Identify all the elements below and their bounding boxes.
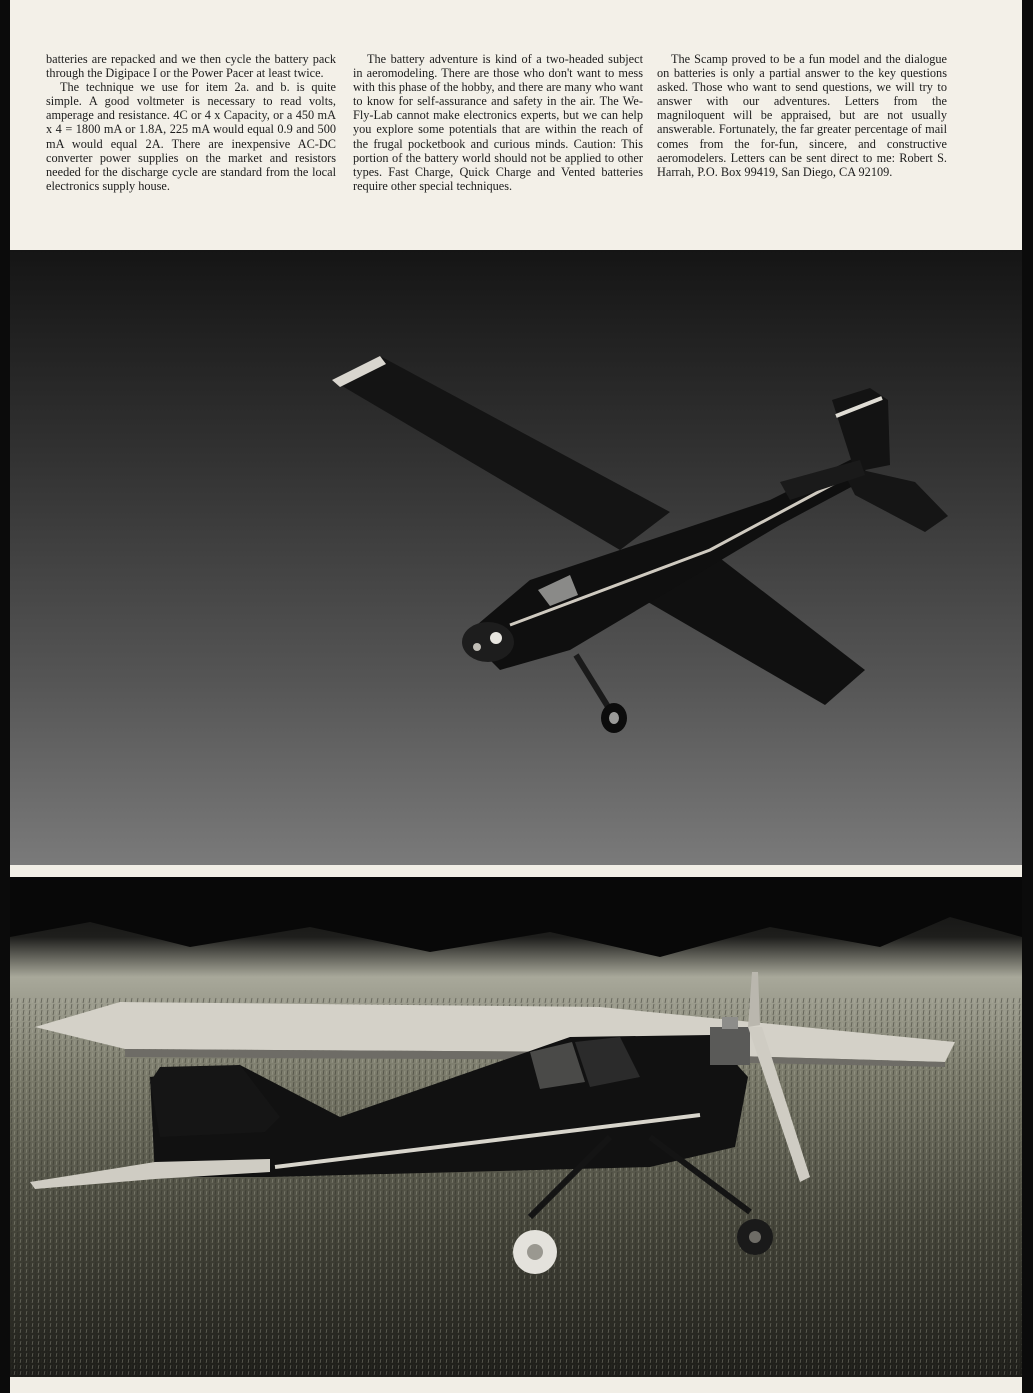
paragraph: batteries are repacked and we then cycle the battery pack through the Digipace I or the Power Pacer at least twice. bbox=[46, 52, 336, 81]
paragraph: The Scamp proved to be a fun model and the dialogue on batteries is only a partial answer to the key questions asked. Those who want to send questions, we will try to answer with our adventures. Letters from the magniloquent will be appraised, but are not usually answerable. Fortunately, the far greater percentage of mail comes from the for-fun, sincere, and constructive aeromodelers. Letters can be sent direct to me: Robert S. Harrah, P.O. Box 99419, San Diego, CA 92109. bbox=[657, 52, 947, 179]
magazine-page bbox=[10, 0, 1022, 1393]
text-column-1 bbox=[46, 52, 336, 193]
article-text-area bbox=[10, 0, 1022, 250]
photo-separator bbox=[10, 865, 1022, 877]
photo-airplane-on-ground bbox=[10, 877, 1022, 1377]
airplane-flight-illustration bbox=[10, 250, 1022, 865]
page-bottom-margin bbox=[10, 1377, 1022, 1393]
paragraph: The technique we use for item 2a. and b. is quite simple. A good voltmeter is necessary to read volts, amperage and resistance. 4C or 4 x Capacity, or a 450 mA x 4 = 1800 mA or 1.8A, 225 mA would equal 0.9 and 500 mA would equal 2A. There are inexpensive AC-DC converter power supplies on the market and resistors needed for the discharge cycle are standard from the local electronics supply house. bbox=[46, 80, 336, 193]
text-column-2 bbox=[353, 52, 643, 193]
text-column-3 bbox=[657, 52, 947, 179]
paragraph: The battery adventure is kind of a two-headed subject in aeromodeling. There are those who don't want to mess with this phase of the hobby, and there are many who want to know for self-assurance and safety in the air. The We-Fly-Lab cannot make electronics experts, but we can help you explore some potentials that are within the reach of the frugal pocketbook and curious minds. Caution: This portion of the battery world should not be applied to other types. Fast Charge, Quick Charge and Vented batteries require other special techniques. bbox=[353, 52, 643, 193]
airplane-ground-illustration bbox=[10, 877, 1022, 1377]
photo-airplane-in-flight bbox=[10, 250, 1022, 865]
